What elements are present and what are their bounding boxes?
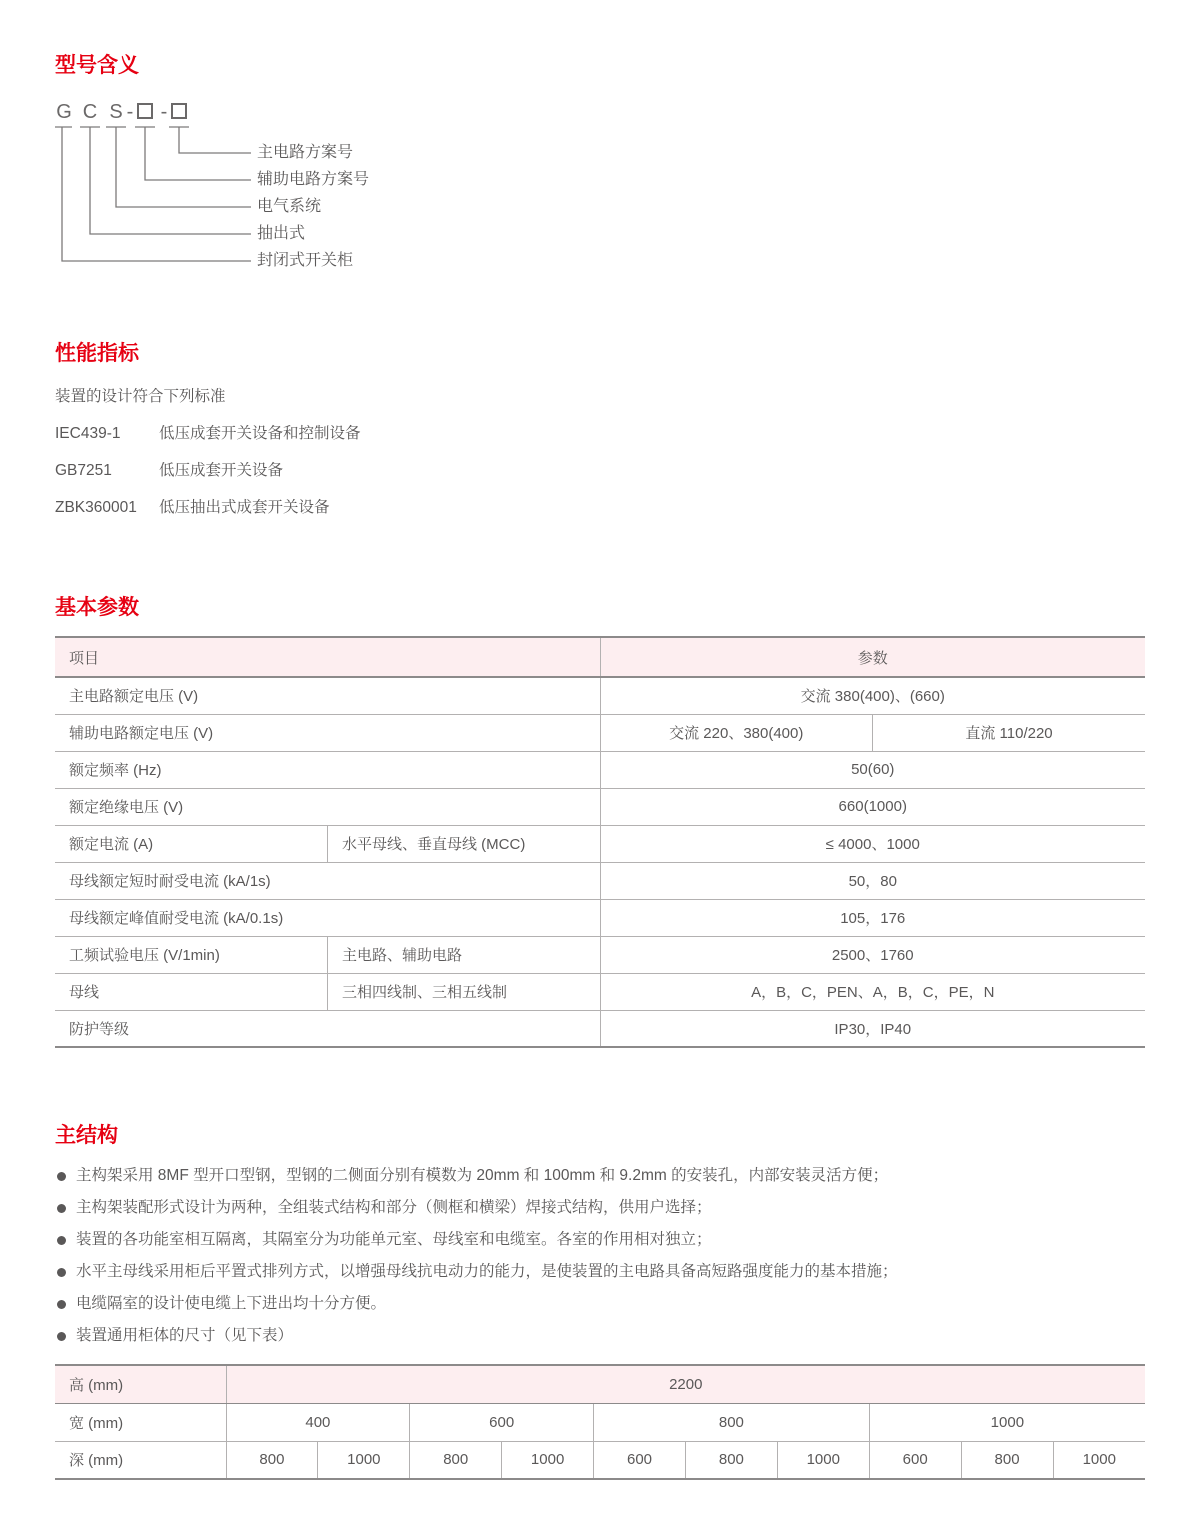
- bullet-dot-icon: [57, 1332, 66, 1341]
- bullet-dot-icon: [57, 1236, 66, 1245]
- dims-depth-value: 800: [410, 1441, 502, 1479]
- row-label: 母线额定峰值耐受电流 (kA/0.1s): [55, 899, 600, 936]
- row-value: IP30，IP40: [600, 1010, 1145, 1047]
- row-value: 交流 380(400)、(660): [600, 677, 1145, 714]
- row-value-ac: 交流 220、380(400): [600, 714, 873, 751]
- bullet-text: 装置通用柜体的尺寸（见下表）: [76, 1327, 294, 1344]
- row-label: 母线: [55, 973, 328, 1010]
- row-label: 主电路额定电压 (V): [55, 677, 600, 714]
- bullet-text: 主构架装配形式设计为两种，全组装式结构和部分（侧框和横梁）焊接式结构，供用户选择；: [76, 1199, 712, 1216]
- row-sublabel: 三相四线制、三相五线制: [328, 973, 601, 1010]
- code-letter-g: G: [56, 101, 72, 123]
- section-title-model-meaning: 型号含义: [55, 54, 139, 77]
- bullet-dot-icon: [57, 1172, 66, 1181]
- bullet-dot-icon: [57, 1268, 66, 1277]
- table-row: [55, 1010, 1145, 1047]
- dims-width-value: 600: [410, 1403, 594, 1441]
- diagram-label-electrical-system: 电气系统: [257, 198, 322, 215]
- bullet-text: 装置的各功能室相互隔离，其隔室分为功能单元室、母线室和电缆室。各室的作用相对独立；: [76, 1231, 712, 1248]
- row-label: 额定绝缘电压 (V): [55, 788, 600, 825]
- row-value: 50(60): [600, 751, 1145, 788]
- standard-desc: 低压成套开关设备: [159, 462, 284, 479]
- row-value: ≤ 4000、1000: [600, 825, 1145, 862]
- bullet-text: 主构架采用 8MF 型开口型钢，型钢的二侧面分别有模数为 20mm 和 100mm 和 9.2mm 的安装孔，内部安装灵活方便；: [76, 1167, 889, 1184]
- dims-depth-label: 深 (mm): [55, 1441, 226, 1479]
- table-row: [55, 862, 1145, 899]
- standard-desc: 低压成套开关设备和控制设备: [159, 425, 361, 442]
- row-value: 105，176: [600, 899, 1145, 936]
- dims-depth-value: 1000: [1053, 1441, 1145, 1479]
- diagram-label-enclosed-switchgear: 封闭式开关柜: [257, 252, 354, 269]
- table-row: [55, 751, 1145, 788]
- dims-depth-row: [55, 1441, 1145, 1479]
- row-value: 50，80: [600, 862, 1145, 899]
- dims-height-row: [55, 1365, 1145, 1403]
- row-sublabel: 水平母线、垂直母线 (MCC): [328, 825, 601, 862]
- list-item: [55, 1288, 1145, 1320]
- bullet-text: 水平主母线采用柜后平置式排列方式，以增强母线抗电动力的能力，是使装置的主电路具备高短路强度能力的基本措施；: [76, 1263, 898, 1280]
- table-row: [55, 714, 1145, 751]
- list-item: [55, 1256, 1145, 1288]
- row-label: 工频试验电压 (V/1min): [55, 936, 328, 973]
- bullet-text: 电缆隔室的设计使电缆上下进出均十分方便。: [76, 1295, 387, 1312]
- row-label: 额定电流 (A): [55, 825, 328, 862]
- table-row: [55, 677, 1145, 714]
- row-value: 660(1000): [600, 788, 1145, 825]
- dims-depth-value: 1000: [777, 1441, 869, 1479]
- row-label: 额定频率 (Hz): [55, 751, 600, 788]
- col-header-param: 参数: [600, 637, 1145, 677]
- table-row: [55, 788, 1145, 825]
- row-label: 辅助电路额定电压 (V): [55, 714, 600, 751]
- dims-width-value: 400: [226, 1403, 410, 1441]
- code-letter-s: S: [109, 101, 123, 123]
- diagram-label-aux-circuit: 辅助电路方案号: [257, 171, 370, 188]
- row-value-dc: 直流 110/220: [873, 714, 1146, 751]
- section-title-structure: 主结构: [55, 1124, 118, 1147]
- table-row: [55, 973, 1145, 1010]
- placeholder-box-main: [171, 103, 187, 119]
- standard-code: GB7251: [55, 462, 112, 479]
- section-title-basic-params: 基本参数: [55, 596, 139, 619]
- list-item: [55, 1320, 1145, 1352]
- dims-depth-value: 600: [869, 1441, 961, 1479]
- dims-depth-value: 1000: [502, 1441, 594, 1479]
- standard-row: [55, 497, 1145, 518]
- code-dash: -: [126, 101, 134, 123]
- col-header-item: 项目: [55, 637, 600, 677]
- table-row: [55, 936, 1145, 973]
- dims-height-label: 高 (mm): [55, 1365, 226, 1403]
- code-letter-c: C: [82, 101, 98, 123]
- standard-row: [55, 460, 1145, 481]
- dims-width-value: 800: [594, 1403, 870, 1441]
- row-sublabel: 主电路、辅助电路: [328, 936, 601, 973]
- table-row: [55, 825, 1145, 862]
- table-header-row: [55, 637, 1145, 677]
- section-title-performance: 性能指标: [55, 342, 139, 365]
- dims-width-row: [55, 1403, 1145, 1441]
- bullet-dot-icon: [57, 1300, 66, 1309]
- diagram-label-drawout-type: 抽出式: [257, 225, 306, 242]
- list-item: [55, 1224, 1145, 1256]
- row-label: 母线额定短时耐受电流 (kA/1s): [55, 862, 600, 899]
- basic-params-table: [55, 636, 1145, 1048]
- dims-width-label: 宽 (mm): [55, 1403, 226, 1441]
- cabinet-dimensions-table: [55, 1364, 1145, 1480]
- standard-code: ZBK360001: [55, 499, 137, 516]
- bullet-dot-icon: [57, 1204, 66, 1213]
- dims-depth-value: 800: [685, 1441, 777, 1479]
- table-row: [55, 899, 1145, 936]
- diagram-label-main-circuit: 主电路方案号: [257, 144, 354, 161]
- dims-width-value: 1000: [869, 1403, 1145, 1441]
- dims-height-value: 2200: [226, 1365, 1145, 1403]
- model-code-diagram: [55, 100, 1145, 278]
- row-label: 防护等级: [55, 1010, 600, 1047]
- standard-desc: 低压抽出式成套开关设备: [159, 499, 330, 516]
- standard-code: IEC439-1: [55, 425, 121, 442]
- placeholder-box-aux: [137, 103, 153, 119]
- list-item: [55, 1160, 1145, 1192]
- row-value: A，B，C，PEN、A，B，C，PE，N: [600, 973, 1145, 1010]
- structure-bullet-list: [55, 1160, 1145, 1352]
- code-dash: -: [160, 101, 168, 123]
- dims-depth-value: 600: [594, 1441, 686, 1479]
- dims-depth-value: 1000: [318, 1441, 410, 1479]
- standard-row: [55, 423, 1145, 444]
- row-value: 2500、1760: [600, 936, 1145, 973]
- list-item: [55, 1192, 1145, 1224]
- dims-depth-value: 800: [961, 1441, 1053, 1479]
- dims-depth-value: 800: [226, 1441, 318, 1479]
- performance-intro: 装置的设计符合下列标准: [55, 388, 226, 405]
- diagram-connector-lines: [55, 126, 755, 276]
